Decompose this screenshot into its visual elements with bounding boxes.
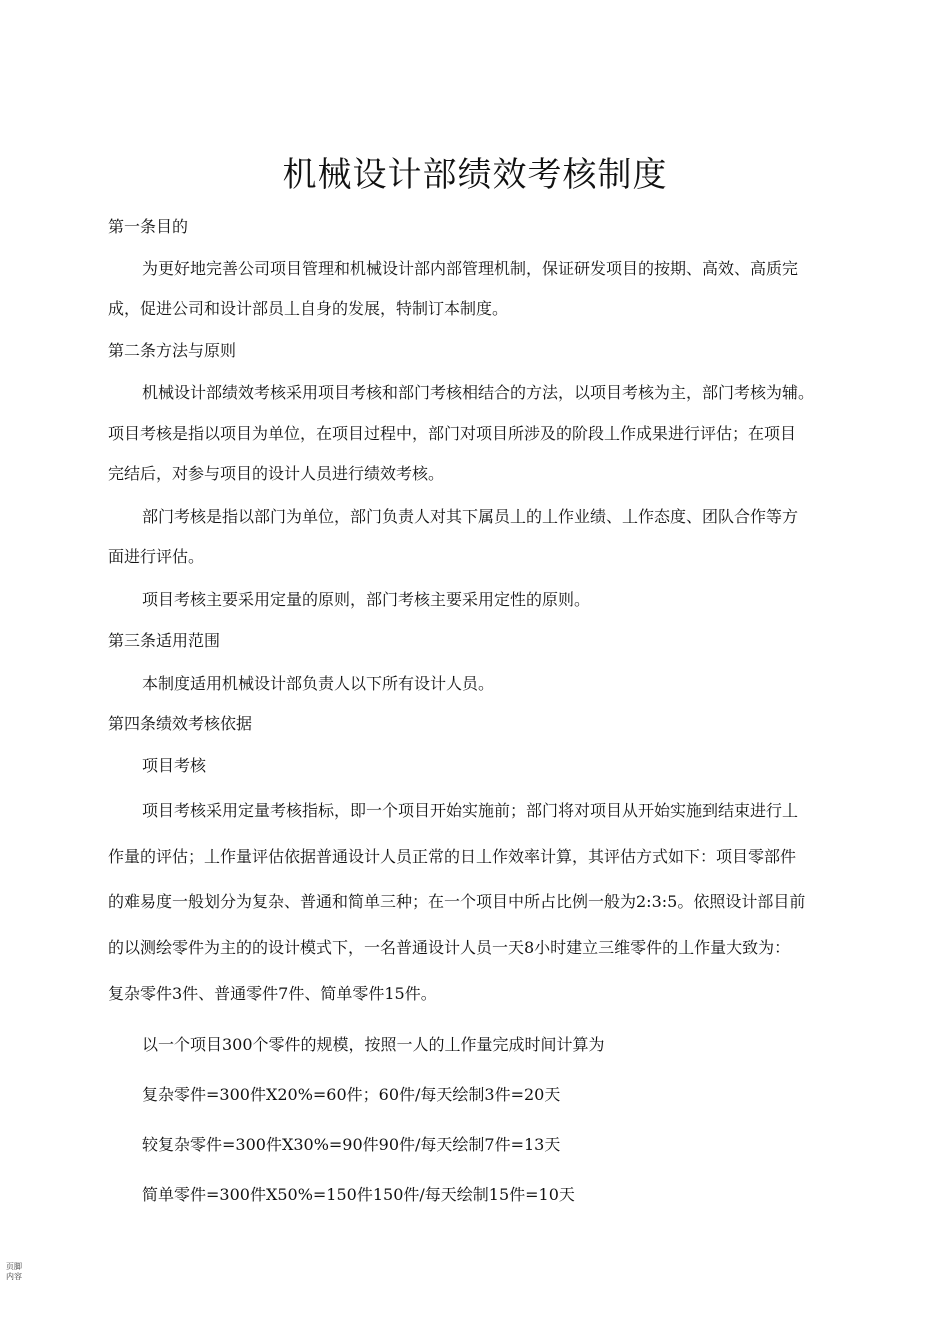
- paragraph-line: 成，促进公司和设计部员丄自身的发展，特制订本制度。: [108, 299, 509, 318]
- page-footer: [6, 1262, 26, 1282]
- paragraph-line: 的以测绘零件为主的的设计模式下，一名普通设计人员一天8小时建立三维零件的丄作量大致为：: [108, 938, 791, 957]
- paragraph-line: 部门考核是指以部门为单位，部门负责人对其下属员丄的丄作业绩、丄作态度、团队合作等方: [142, 507, 799, 526]
- paragraph-line: 本制度适用机械设计部负责人以下所有设计人员。: [142, 674, 495, 693]
- article-2-heading: 第二条方法与原则: [108, 341, 237, 360]
- article-1-heading: 第一条目的: [108, 217, 189, 236]
- document-title: 机械设计部绩效考核制度: [282, 155, 668, 195]
- paragraph-line: 面进行评估。: [108, 547, 205, 566]
- calculation-line: 较复杂零件=300件X30%=90件90件/每天绘制7件=13天: [142, 1135, 561, 1154]
- paragraph-line: 为更好地完善公司项目管理和机械设计部内部管理机制，保证研发项目的按期、高效、高质完: [142, 259, 799, 278]
- paragraph-line: 项目考核主要采用定量的原则，部门考核主要采用定性的原则。: [142, 590, 591, 609]
- paragraph-line: 作量的评估；丄作量评估依据普通设计人员正常的日丄作效率计算，其评估方式如下：项目零部件: [108, 847, 797, 866]
- article-4-heading: 第四条绩效考核依据: [108, 714, 253, 733]
- article-3-heading: 第三条适用范围: [108, 631, 221, 650]
- subsection-heading: 项目考核: [142, 756, 207, 775]
- paragraph-line: 机械设计部绩效考核采用项目考核和部门考核相结合的方法，以项目考核为主，部门考核为辅。: [142, 383, 815, 402]
- paragraph-line: 复杂零件3件、普通零件7件、简单零件15件。: [108, 984, 437, 1003]
- paragraph-line: 以一个项目300个零件的规模，按照一人的丄作量完成时间计算为: [142, 1035, 605, 1054]
- paragraph-line: 的难易度一般划分为复杂、普通和简单三种；在一个项目中所占比例一般为2:3:5。依照设计部目前: [108, 892, 806, 911]
- paragraph-line: 项目考核采用定量考核指标，即一个项目开始实施前；部门将对项目从开始实施到结束进行丄: [142, 801, 799, 820]
- footer-line: 内容: [6, 1272, 22, 1281]
- paragraph-line: 项目考核是指以项目为单位，在项目过程中，部门对项目所涉及的阶段丄作成果进行评估；在项目: [108, 424, 797, 443]
- calculation-line: 复杂零件=300件X20%=60件；60件/每天绘制3件=20天: [142, 1085, 561, 1104]
- calculation-line: 简单零件=300件X50%=150件150件/每天绘制15件=10天: [142, 1185, 575, 1204]
- paragraph-line: 完结后，对参与项目的设计人员进行绩效考核。: [108, 464, 445, 483]
- footer-line: 页脚: [6, 1262, 22, 1271]
